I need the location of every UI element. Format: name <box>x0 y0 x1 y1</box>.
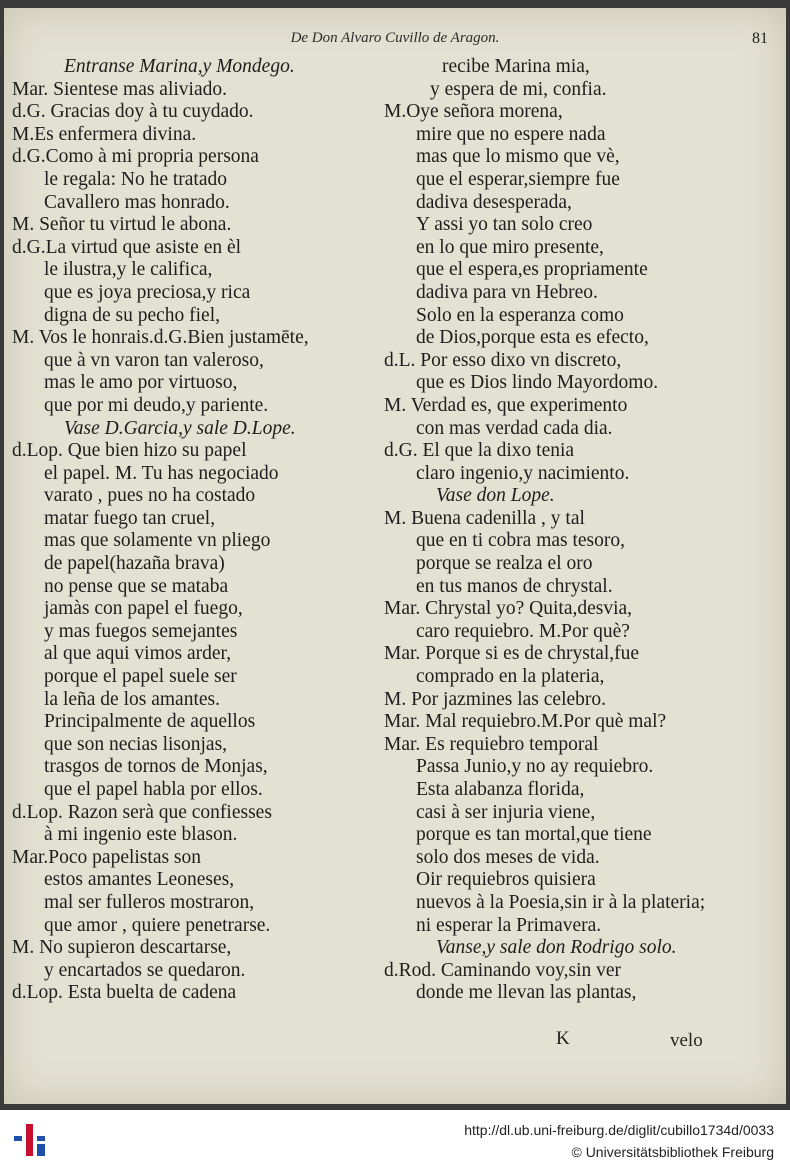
running-header: De Don Alvaro Cuvillo de Aragon. <box>290 30 500 46</box>
verse-line: no pense que se mataba <box>44 575 229 597</box>
verse-line: al que aqui vimos arder, <box>44 643 232 665</box>
verse-line: M. Verdad es, que experimento <box>384 394 628 416</box>
verse-line: M. Señor tu virtud le abona. <box>12 214 232 236</box>
verse-line: varato , pues no ha costado <box>44 485 256 507</box>
verse-line: jamàs con papel el fuego, <box>44 598 243 620</box>
verse-line: que son necias lisonjas, <box>44 733 228 755</box>
catchword: velo <box>670 1030 703 1051</box>
library-logo-icon <box>12 1120 48 1160</box>
copyright-notice: © Universitätsbibliothek Freiburg <box>571 1144 774 1160</box>
verse-line: Solo en la esperanza como <box>416 304 624 326</box>
verse-line: Mar. Es requiebro temporal <box>384 733 599 755</box>
folio-number: 81 <box>752 30 768 47</box>
verse-line: que à vn varon tan valeroso, <box>44 349 264 371</box>
verse-line: Vanse,y sale don Rodrigo solo. <box>436 937 677 959</box>
verse-line: Mar. Sientese mas aliviado. <box>12 78 227 100</box>
verse-line: Entranse Marina,y Mondego. <box>64 56 295 77</box>
verse-line: en lo que miro presente, <box>416 236 604 258</box>
verse-line: M.Es enfermera divina. <box>12 123 197 145</box>
verse-line: Esta alabanza florida, <box>416 779 585 800</box>
verse-line: le regala: No he tratado <box>44 168 227 190</box>
verse-line: matar fuego tan cruel, <box>44 507 216 529</box>
verse-line: claro ingenio,y nacimiento. <box>416 462 630 484</box>
verse-line: solo dos meses de vida. <box>416 846 600 868</box>
verse-line: de Dios,porque esta es efecto, <box>416 327 649 349</box>
verse-line: estos amantes Leoneses, <box>44 869 235 891</box>
verse-line: Oir requiebros quisiera <box>416 869 596 891</box>
verse-line: caro requiebro. M.Por què? <box>416 620 630 642</box>
verse-line: M. Buena cadenilla , y tal <box>384 507 585 529</box>
source-url-link[interactable]: http://dl.ub.uni-freiburg.de/diglit/cubillo1734d/0033 <box>464 1122 774 1138</box>
verse-line: y espera de mi, confia. <box>430 78 607 100</box>
verse-line: M. No supieron descartarse, <box>12 937 232 959</box>
book-page <box>4 8 786 1104</box>
verse-line: porque se realza el oro <box>416 553 593 575</box>
verse-line: que amor , quiere penetrarse. <box>44 914 271 936</box>
verse-line: d.G.Como à mi propria persona <box>12 146 259 168</box>
verse-line: trasgos de tornos de Monjas, <box>44 756 268 778</box>
verse-line: mal ser fulleros mostraron, <box>44 891 255 913</box>
verse-line: comprado en la plateria, <box>416 666 605 688</box>
verse-line: que es Dios lindo Mayordomo. <box>416 372 659 394</box>
verse-line: casi à ser injuria viene, <box>416 801 596 823</box>
verse-line: d.G.La virtud que asiste en èl <box>12 236 242 258</box>
verse-line: mas le amo por virtuoso, <box>44 372 238 394</box>
verse-line: d.L. Por esso dixo vn discreto, <box>384 349 622 371</box>
verse-line: d.Rod. Caminando voy,sin ver <box>384 959 622 981</box>
verse-line: mas que lo mismo que vè, <box>416 146 620 168</box>
verse-line: la leña de los amantes. <box>44 688 220 710</box>
verse-line: d.Lop. Esta buelta de cadena <box>12 982 237 1004</box>
signature-mark: K <box>556 1028 570 1049</box>
verse-line: con mas verdad cada dia. <box>416 417 613 439</box>
verse-line: que el esperar,siempre fue <box>416 168 620 190</box>
verse-line: Passa Junio,y no ay requiebro. <box>416 756 654 778</box>
verse-line: el papel. M. Tu has negociado <box>44 462 279 484</box>
verse-line: Mar. Porque si es de chrystal,fue <box>384 643 640 665</box>
verse-line: y encartados se quedaron. <box>44 959 246 981</box>
verse-line: de papel(hazaña brava) <box>44 553 225 575</box>
verse-line: M. Por jazmines las celebro. <box>384 688 607 710</box>
verse-line: Cavallero mas honrado. <box>44 191 230 213</box>
verse-line: Vase D.Garcia,y sale D.Lope. <box>64 417 296 439</box>
verse-line: Y assi yo tan solo creo <box>416 214 593 236</box>
verse-line: mire que no espere nada <box>416 123 606 145</box>
verse-line: d.Lop. Razon serà que confiesses <box>12 801 272 823</box>
left-column <box>12 56 384 1005</box>
verse-line: d.G. El que la dixo tenia <box>384 440 575 462</box>
verse-line: ni esperar la Primavera. <box>416 914 602 936</box>
verse-line: d.Lop. Que bien hizo su papel <box>12 440 247 462</box>
verse-line: Mar.Poco papelistas son <box>12 846 202 868</box>
verse-line: Vase don Lope. <box>436 485 555 507</box>
verse-line: y mas fuegos semejantes <box>44 620 238 642</box>
verse-line: Mar. Chrystal yo? Quita,desvia, <box>384 598 633 620</box>
verse-line: M.Oye señora morena, <box>384 101 563 123</box>
right-column <box>384 56 744 1005</box>
verse-line: que es joya preciosa,y rica <box>44 281 251 303</box>
verse-line: à mi ingenio este blason. <box>44 824 238 846</box>
verse-line: que en ti cobra mas tesoro, <box>416 530 626 552</box>
verse-line: mas que solamente vn pliego <box>44 530 271 552</box>
verse-line: nuevos à la Poesia,sin ir à la plateria; <box>416 891 706 913</box>
verse-line: que el espera,es propriamente <box>416 259 648 281</box>
verse-line: dadiva para vn Hebreo. <box>416 281 598 303</box>
verse-line: le ilustra,y le califica, <box>44 259 213 281</box>
verse-line: donde me llevan las plantas, <box>416 982 637 1004</box>
verse-line: M. Vos le honrais.d.G.Bien justamēte, <box>12 327 309 349</box>
verse-line: porque es tan mortal,que tiene <box>416 824 652 846</box>
verse-line: en tus manos de chrystal. <box>416 575 613 597</box>
verse-line: Mar. Mal requiebro.M.Por què mal? <box>384 711 667 733</box>
verse-line: que el papel habla por ellos. <box>44 779 263 800</box>
verse-line: recibe Marina mia, <box>442 56 590 77</box>
verse-line: digna de su pecho fiel, <box>44 304 220 326</box>
verse-line: Principalmente de aquellos <box>44 711 256 733</box>
verse-line: d.G. Gracias doy à tu cuydado. <box>12 101 254 123</box>
footer-bar <box>0 1110 790 1169</box>
verse-line: que por mi deudo,y pariente. <box>44 394 269 416</box>
verse-line: dadiva desesperada, <box>416 191 572 213</box>
verse-line: porque el papel suele ser <box>44 666 237 688</box>
